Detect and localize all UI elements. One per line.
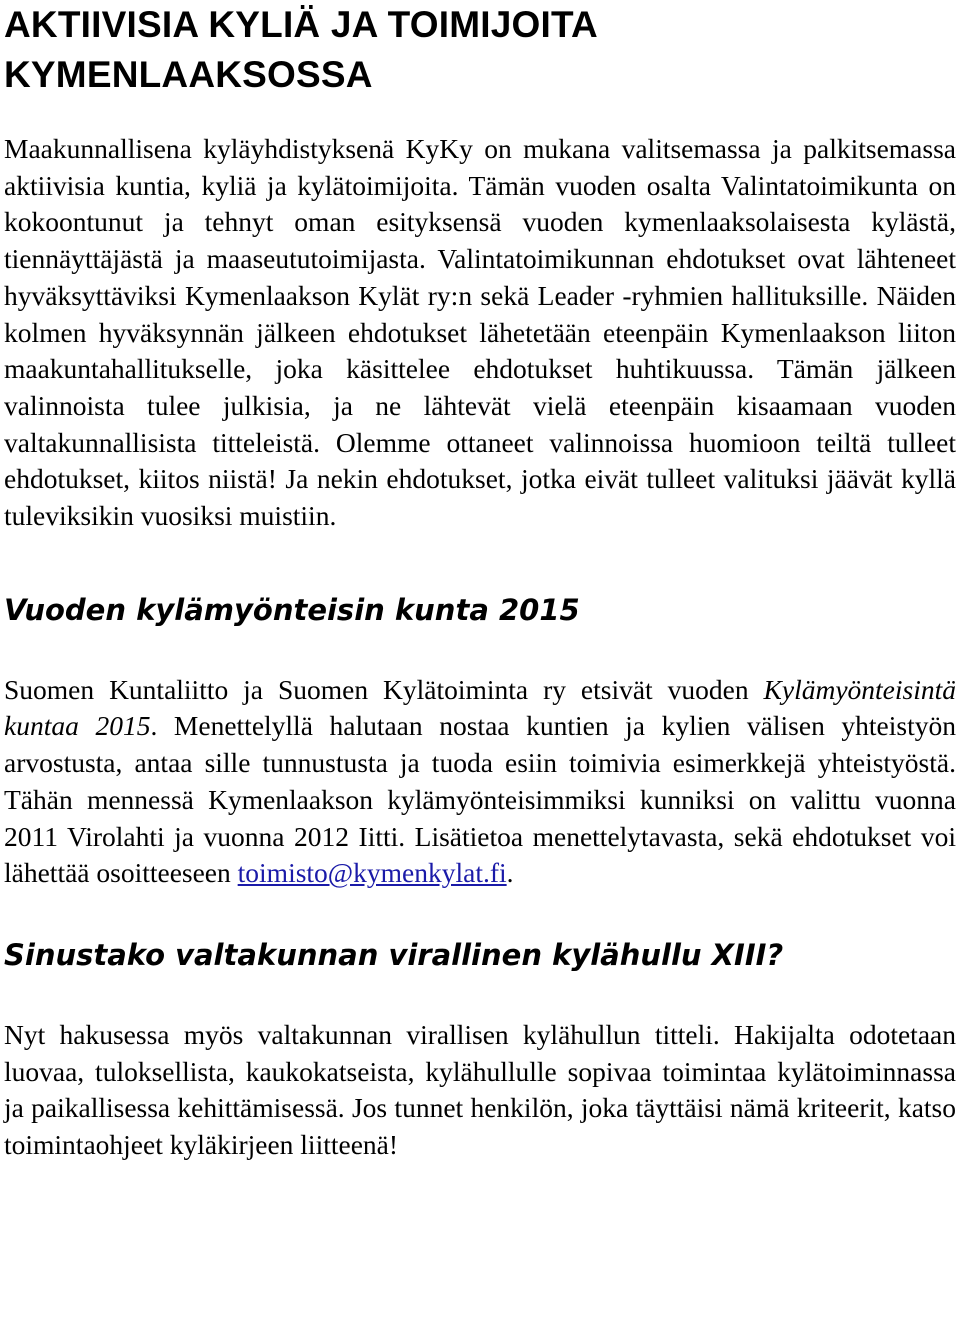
section-title-kylamyonteisin-kunta: Vuoden kylämyönteisin kunta 2015: [4, 592, 580, 627]
page-title-line1: AKTIIVISIA KYLIÄ JA TOIMIJOITA: [4, 4, 598, 45]
page-title-line2: KYMENLAAKSOSSA: [4, 54, 373, 95]
paragraph-text: Suomen Kuntaliitto ja Suomen Kylätoiminta ry etsivät vuoden: [4, 673, 764, 705]
intro-paragraph: Maakunnallisena kyläyhdistyksenä KyKy on mukana valitsemassa ja palkitsemassa aktiivisia kuntia, kyliä ja kylätoimijoita. Tämän vuoden osalta Valintatoimikunta on kokoontunut ja tehnyt oman esityksensä vuoden kymenlaaksolaisesta kylästä, tiennäyttäjästä ja maaseututoimijasta. Valintatoimikunnan ehdotukset ovat lähteneet hyväksyttäviksi Kymenlaakson Kylät ry:n sekä Leader -ryhmien hallituksille. Näiden kolmen hyväksynnän jälkeen ehdotukset lähetetään eteenpäin Kymenlaakson liiton maakuntahallitukselle, joka käsittelee ehdotukset huhtikuussa. Tämän jälkeen valinnoista tulee julkisia, ja ne lähtevät vielä eteenpäin kisaamaan vuoden valtakunnallisista titteleistä. Olemme ottaneet valinnoissa huomioon teiltä tulleet ehdotukset, kiitos niistä! Ja nekin ehdotukset, jotka eivät tulleet valituksi jäävät kyllä tuleviksikin vuosiksi muistiin.: [4, 133, 956, 532]
section-title-kylahullu: Sinustako valtakunnan virallinen kylähullu XIII?: [4, 937, 784, 972]
section-paragraph-kylahullu: Nyt hakusessa myös valtakunnan virallisen kylähullun titteli. Hakijalta odotetaan luovaa, tuloksellista, kaukokatseista, kylähullulle sopivaa toimintaa kylätoiminnassa ja paikallisessa kehittämisessä. Jos tunnet henkilön, joka täyttäisi nämä kriteerit, katso toimintaohjeet kyläkirjeen liitteenä!: [4, 1018, 956, 1161]
email-link[interactable]: toimisto@kymenkylat.fi: [237, 857, 507, 889]
italic-term: Kylämyönteisintä kuntaa 2015: [4, 673, 956, 742]
paragraph-text: . Menettelyllä halutaan nostaa kuntien ja kylien välisen yhteistyön arvostusta, antaa sille tunnustusta ja tuoda esiin toimivia esimerkkejä yhteistyöstä. Tähän mennessä Kymenlaakson kylämyönteisimmiksi kunniksi on valittu vuonna 2011 Virolahti ja vuonna 2012 Iitti. Lisätietoa menettelytavasta, sekä ehdotukset voi lähettää osoitteeseen: [4, 710, 956, 889]
section-paragraph-kylamyonteisin-kunta: [4, 672, 956, 892]
page-title: [4, 0, 956, 100]
paragraph-end: .: [506, 857, 514, 889]
